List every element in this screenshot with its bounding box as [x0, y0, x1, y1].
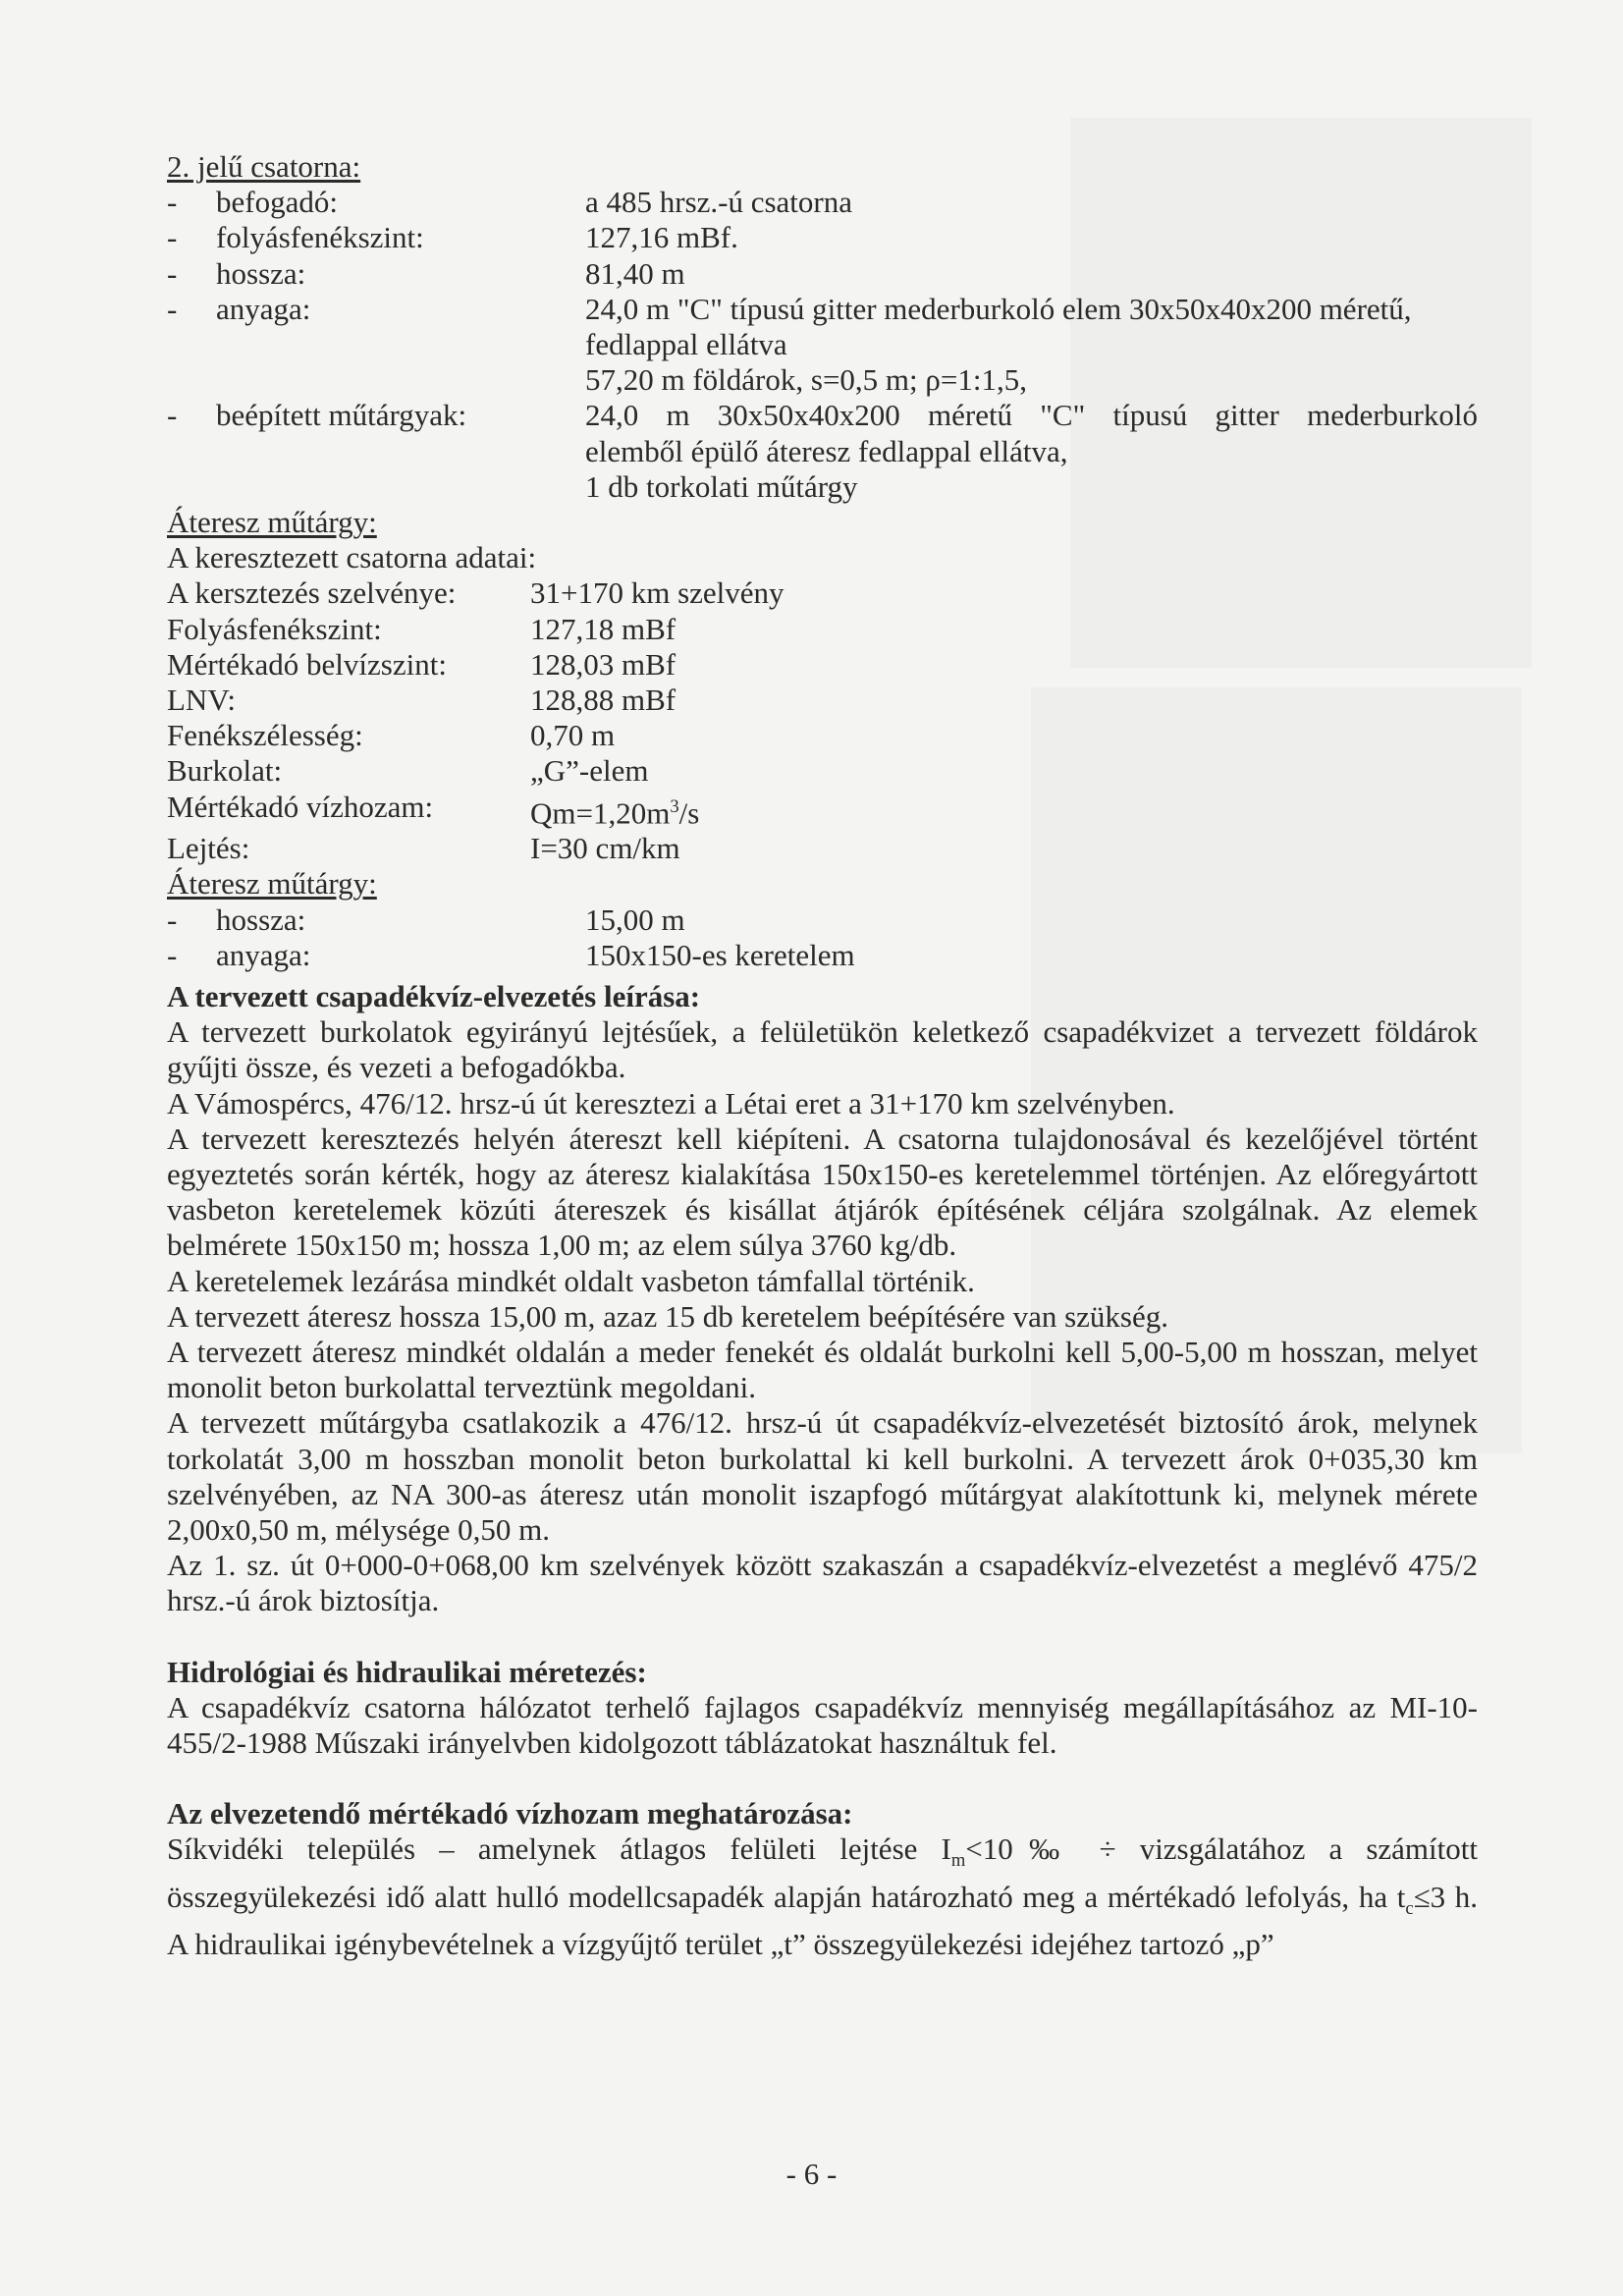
- channel-row: [167, 256, 1478, 292]
- list-dash: -: [167, 255, 178, 291]
- culvert-row: [167, 902, 1478, 938]
- section-heading: A tervezett csapadékvíz-elvezetés leírása:: [167, 979, 701, 1013]
- unit-suffix: /s: [678, 794, 700, 830]
- subscript: c: [1405, 1898, 1414, 1920]
- culvert-intro: A keresztezett csatorna adatai:: [167, 540, 537, 575]
- row-label: hossza:: [216, 255, 306, 291]
- culvert-row: [167, 718, 1478, 753]
- paragraph: A tervezett burkolatok egyirányú lejtésűek, a felületükön keletkező csapadékvizet a tervezett földárok gyűjti össze, és vezeti a befogadókba.: [167, 1014, 1478, 1085]
- row-value: 128,03 mBf: [530, 646, 676, 682]
- row-label: befogadó:: [216, 185, 338, 220]
- row-label: anyaga:: [216, 937, 311, 972]
- page-number: - 6 -: [785, 2157, 838, 2191]
- row-label: Folyásfenékszint:: [167, 611, 382, 646]
- row-label: Burkolat:: [167, 753, 283, 789]
- text-run: <10‰ ÷ vizsgálatához a számított összegyülekezési idő alatt hulló modellcsapadék alapján határozható meg a mértékadó lefolyás, ha t: [167, 1831, 1478, 1914]
- row-value-continued: 57,20 m földárok, s=0,5 m; ρ=1:1,5,: [585, 362, 1027, 398]
- row-label: A kersztezés szelvénye:: [167, 575, 457, 611]
- culvert-heading: Áteresz műtárgy:: [167, 505, 377, 540]
- row-value: 15,00 m: [585, 902, 685, 937]
- culvert-row: [167, 683, 1478, 718]
- paragraph: A keretelemek lezárása mindkét oldalt vasbeton támfallal történik.: [167, 1263, 975, 1298]
- row-value: „G”-elem: [530, 753, 649, 789]
- row-label: hossza:: [216, 902, 306, 937]
- culvert-row: [167, 831, 1478, 866]
- culvert-row: [167, 647, 1478, 683]
- row-value: a 485 hrsz.-ú csatorna: [585, 185, 853, 220]
- row-value: 24,0 m "C" típusú gitter mederburkoló elem 30x50x40x200 méretű,: [585, 291, 1412, 326]
- subscript: m: [950, 1850, 966, 1872]
- row-value: 0,70 m: [530, 718, 616, 753]
- list-dash: -: [167, 398, 178, 433]
- channel-row: [167, 398, 1478, 433]
- paragraph: A Vámospércs, 476/12. hrsz-ú út keresztezi a Létai eret a 31+170 km szelvényben.: [167, 1085, 1175, 1121]
- section-heading: Hidrológiai és hidraulikai méretezés:: [167, 1654, 647, 1689]
- row-value-continued: fedlappal ellátva: [585, 327, 787, 362]
- row-label: LNV:: [167, 683, 237, 718]
- list-dash: -: [167, 902, 178, 937]
- list-dash: -: [167, 937, 178, 972]
- row-label: Fenékszélesség:: [167, 718, 363, 753]
- row-value-continued: elemből épülő áteresz fedlappal ellátva,: [585, 433, 1068, 468]
- channel-row: [167, 292, 1478, 327]
- row-value: [530, 790, 1478, 832]
- row-label: Mértékadó belvízszint:: [167, 646, 447, 682]
- discharge-value: Qm=1,20m: [530, 794, 671, 830]
- row-label: Mértékadó vízhozam:: [167, 789, 434, 824]
- row-value: 127,16 mBf.: [585, 220, 738, 255]
- paragraph: A tervezett áteresz hossza 15,00 m, azaz 15 db keretelem beépítésére van szükség.: [167, 1298, 1168, 1334]
- channel-row: [167, 185, 1478, 220]
- culvert-row: [167, 575, 1478, 611]
- paragraph: [167, 1831, 1478, 1962]
- list-dash: -: [167, 220, 178, 255]
- paragraph: Az 1. sz. út 0+000-0+068,00 km szelvények között szakaszán a csapadékvíz-elvezetést a meglévő 475/2 hrsz.-ú árok biztosítja.: [167, 1548, 1478, 1618]
- document-body: [167, 149, 1478, 1962]
- paragraph: A tervezett keresztezés helyén átereszt kell kiépíteni. A csatorna tulajdonosával és kezelőjével történt egyeztetés során kérték, hogy az áteresz kialakítása 150x150-es keretelemmel történjen. Az előregyártott vasbeton keretelemek közúti átereszek és kisállat átjárók építésének céljára szolgálnak. Az elemek belmérete 150x150 m; hossza 1,00 m; az elem súlya 3760 kg/db.: [167, 1121, 1478, 1263]
- culvert-row: [167, 753, 1478, 789]
- row-value: I=30 cm/km: [530, 831, 680, 866]
- text-run: Síkvidéki település – amelynek átlagos felületi lejtése I: [167, 1831, 951, 1867]
- list-dash: -: [167, 291, 178, 326]
- list-dash: -: [167, 185, 178, 220]
- row-label: Lejtés:: [167, 831, 250, 866]
- culvert-row: [167, 938, 1478, 973]
- paragraph: A csapadékvíz csatorna hálózatot terhelő fajlagos csapadékvíz mennyiség megállapításához az MI-10-455/2-1988 Műszaki irányelvben kidolgozott táblázatokat használtuk fel.: [167, 1689, 1478, 1761]
- row-label: anyaga:: [216, 291, 311, 326]
- row-value: 150x150-es keretelem: [585, 937, 855, 972]
- text-run: ≤3 h. A hidraulikai igénybevételnek a vízgyűjtő terület „t” összegyülekezési idejéhez tartozó „p”: [167, 1879, 1478, 1962]
- row-value: 128,88 mBf: [530, 683, 676, 718]
- channel-row: [167, 220, 1478, 255]
- culvert-row: [167, 790, 1478, 832]
- row-label: folyásfenékszint:: [216, 220, 424, 255]
- row-label: beépített műtárgyak:: [216, 398, 467, 433]
- superscript: 3: [670, 795, 679, 817]
- row-value: 31+170 km szelvény: [530, 575, 784, 611]
- row-value: 24,0 m 30x50x40x200 méretű "C" típusú gitter mederburkoló: [585, 398, 1478, 433]
- row-value-continued: 1 db torkolati műtárgy: [585, 468, 858, 504]
- culvert-row: [167, 612, 1478, 647]
- section-heading: Az elvezetendő mértékadó vízhozam meghatározása:: [167, 1796, 853, 1831]
- paragraph: A tervezett műtárgyba csatlakozik a 476/12. hrsz-ú út csapadékvíz-elvezetését biztosító árok, melynek torkolatát 3,00 m hosszban monolit beton burkolattal ki kell burkolni. A tervezett árok 0+035,30 km szelvényében, az NA 300-as áteresz után monolit iszapfogó műtárgyat alakítottunk ki, melynek mérete 2,00x0,50 m, mélysége 0,50 m.: [167, 1405, 1478, 1548]
- row-value: 81,40 m: [585, 255, 685, 291]
- culvert-heading-2: Áteresz műtárgy:: [167, 866, 377, 902]
- channel-heading: 2. jelű csatorna:: [167, 149, 361, 184]
- paragraph: A tervezett áteresz mindkét oldalán a meder fenekét és oldalát burkolni kell 5,00-5,00 m hosszan, melyet monolit beton burkolattal terveztünk megoldani.: [167, 1335, 1478, 1405]
- row-value: 127,18 mBf: [530, 611, 676, 646]
